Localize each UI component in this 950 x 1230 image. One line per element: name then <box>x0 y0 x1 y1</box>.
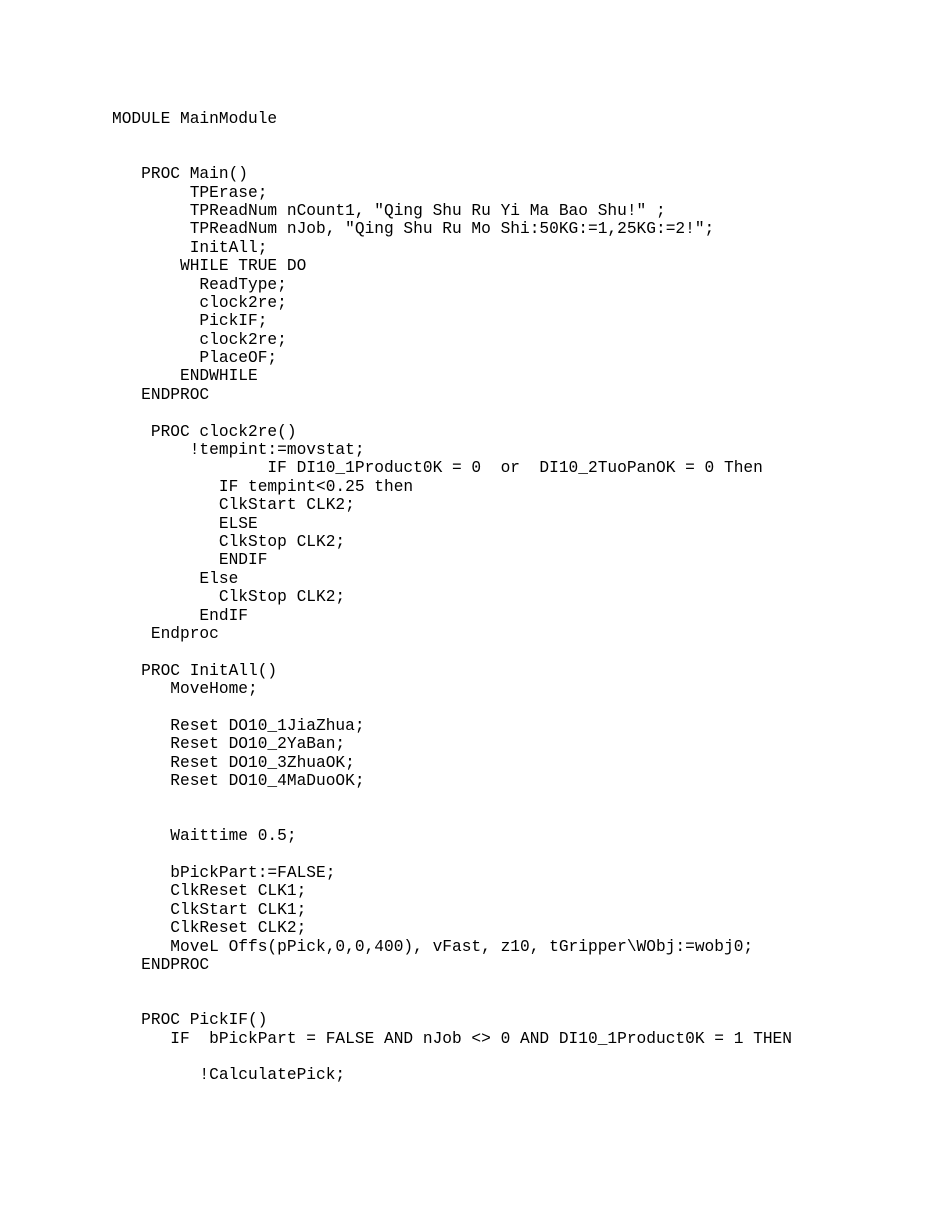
code-line: clock2re; <box>112 330 287 349</box>
code-line: ClkStop CLK2; <box>112 588 346 607</box>
code-line: ENDWHILE <box>112 367 258 386</box>
code-line: ENDPROC <box>112 955 210 974</box>
code-line <box>112 643 792 661</box>
code-line <box>112 404 792 422</box>
code-line: PROC PickIF() <box>112 1011 268 1030</box>
code-line: ReadType; <box>112 275 287 294</box>
code-line <box>112 790 792 808</box>
code-line <box>112 147 792 165</box>
code-line: Else <box>112 569 239 588</box>
code-line: MoveHome; <box>112 680 258 699</box>
code-line: ClkReset CLK1; <box>112 882 307 901</box>
code-line: ClkStop CLK2; <box>112 532 346 551</box>
code-listing <box>112 110 792 1085</box>
code-line: Reset DO10_3ZhuaOK; <box>112 753 355 772</box>
code-line: TPReadNum nCount1, "Qing Shu Ru Yi Ma Bao Shu!" ; <box>112 201 666 220</box>
code-line: ENDIF <box>112 551 268 570</box>
code-line <box>112 128 792 146</box>
code-line: clock2re; <box>112 293 287 312</box>
code-line: PROC clock2re() <box>112 422 297 441</box>
code-line: !tempint:=movstat; <box>112 441 365 460</box>
code-line: TPReadNum nJob, "Qing Shu Ru Mo Shi:50KG:=1,25KG:=2!"; <box>112 220 715 239</box>
code-line: InitAll; <box>112 238 268 257</box>
code-line: ClkReset CLK2; <box>112 919 307 938</box>
code-line <box>112 974 792 992</box>
code-line: IF bPickPart = FALSE AND nJob <> 0 AND DI10_1Product0K = 1 THEN <box>112 1029 792 1048</box>
code-line: Waittime 0.5; <box>112 827 297 846</box>
code-line: ClkStart CLK2; <box>112 496 355 515</box>
code-line: PickIF; <box>112 312 268 331</box>
code-line: ENDPROC <box>112 385 210 404</box>
code-line: IF tempint<0.25 then <box>112 477 414 496</box>
code-line: bPickPart:=FALSE; <box>112 864 336 883</box>
code-line: PlaceOF; <box>112 349 278 368</box>
code-line: EndIF <box>112 606 248 625</box>
code-line: ClkStart CLK1; <box>112 900 307 919</box>
code-line <box>112 993 792 1011</box>
code-line <box>112 1048 792 1066</box>
code-line: TPErase; <box>112 183 268 202</box>
code-line: Reset DO10_2YaBan; <box>112 735 346 754</box>
code-line: MODULE MainModule <box>112 110 278 128</box>
code-line: IF DI10_1Product0K = 0 or DI10_2TuoPanOK = 0 Then <box>112 459 763 478</box>
code-line <box>112 699 792 717</box>
code-line: !CalculatePick; <box>112 1066 346 1085</box>
code-line: PROC InitAll() <box>112 661 278 680</box>
code-line <box>112 846 792 864</box>
code-line: WHILE TRUE DO <box>112 257 307 276</box>
code-line: MoveL Offs(pPick,0,0,400), vFast, z10, tGripper\WObj:=wobj0; <box>112 937 754 956</box>
code-line: Reset DO10_1JiaZhua; <box>112 716 365 735</box>
code-line: ELSE <box>112 514 258 533</box>
code-line: PROC Main() <box>112 165 248 184</box>
code-line: Reset DO10_4MaDuoOK; <box>112 772 365 791</box>
code-line: Endproc <box>112 624 219 643</box>
code-line <box>112 809 792 827</box>
